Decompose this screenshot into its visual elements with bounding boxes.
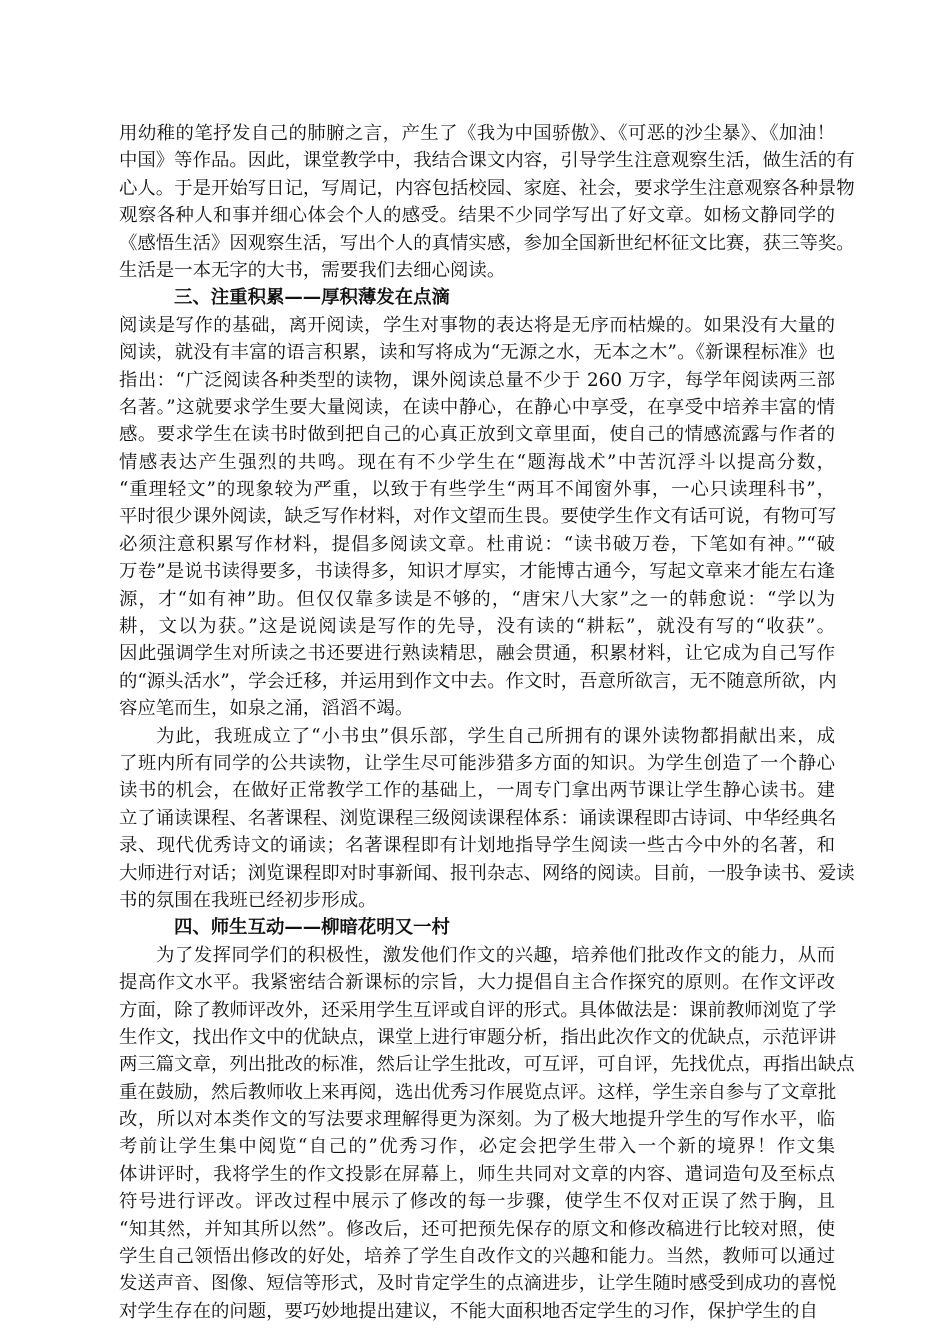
text-line: 书的氛围在我班已经初步形成。 [119,889,377,911]
body-paragraph [119,312,835,723]
text-line: 发送声音、图像、短信等形式，及时肯定学生的点滴进步，让学生随时感受到成功的喜悦 [119,1273,837,1295]
text-line: 观察各种人和事并细心体会个人的感受。结果不少同学写出了好文章。如杨文静同学的 [119,205,835,227]
text-line: 万卷”是说书读得要多，书读得多，知识才厚实，才能博古通今，写起文章来才能左右逢 [119,561,835,583]
text-line: 源，才“如有神”助。但仅仅靠多读是不够的，“唐宋八大家”之一的韩愈说：“学以为 [119,588,835,610]
text-line: 情感表达产生强烈的共鸣。现在有不少学生在“题海战术”中苦沉浮斗以提高分数， [119,451,835,473]
text-line: 平时很少课外阅读，缺乏写作材料，对作文望而生畏。要使学生作文有话可说，有物可写 [119,506,837,528]
text-line: 心人。于是开始写日记，写周记，内容包括校园、家庭、社会，要求学生注意观察各种景物 [119,177,855,199]
text-line: 符号进行评改。评改过程中展示了修改的每一步骤，使学生不仅对正误了然于胸，且 [119,1191,835,1213]
body-paragraph [119,723,855,915]
text-line: 立了诵读课程、名著课程、浏览课程三级阅读课程体系：诵读课程即古诗词、中华经典名 [119,807,837,829]
text-line: 提高作文水平。我紧密结合新课标的宗旨，大力提倡自主合作探究的原则。在作文评改 [119,972,835,994]
text-line: 耕，文以为获。”这是说阅读是写作的先导，没有读的“耕耘”，就没有写的“收获”。 [119,616,835,638]
text-line: 方面，除了教师评改外，还采用学生互评或自评的形式。具体做法是：课前教师浏览了学 [119,999,837,1021]
text-line: 的“源头活水”，学会迁移，并运用到作文中去。作文时，吾意所欲言，无不随意所欲，内 [119,670,837,692]
text-line: 中国》等作品。因此，课堂教学中，我结合课文内容，引导学生注意观察生活，做生活的有 [119,150,855,172]
text-line: 体讲评时，我将学生的作文投影在屏幕上，师生共同对文章的内容、遣词造句及至标点 [119,1163,835,1185]
text-line: 名著。”这就要求学生要大量阅读，在读中静心，在静心中享受，在享受中培养丰富的情 [119,396,835,418]
text-line: 为此，我班成立了“小书虫”俱乐部，学生自己所拥有的课外读物都捐献出来，成 [156,725,835,747]
text-line: 两三篇文章，列出批改的标准，然后让学生批改，可互评，可自评，先找优点，再指出缺点 [119,1054,855,1076]
text-line: 学生自己领悟出修改的好处，培养了学生自改作文的兴趣和能力。当然，教师可以通过 [119,1246,835,1268]
body-paragraph [119,942,855,1325]
body-paragraph [119,120,855,284]
text-line: 用幼稚的笔抒发自己的肺腑之言，产生了《我为中国骄傲》、《可恶的沙尘暴》、《加油！ [119,123,835,144]
text-line: 指出：“广泛阅读各种类型的读物，课外阅读总量不少于 260 万字，每学年阅读两三部 [119,369,835,391]
text-line: 改，所以对本类作文的写法要求理解得更为深刻。为了极大地提升学生的写作水平，临 [119,1109,835,1131]
text-line: 阅读是写作的基础，离开阅读，学生对事物的表达将是无序而枯燥的。如果没有大量的 [119,314,835,336]
text-line: 大师进行对话；浏览课程即对时事新闻、报刊杂志、网络的阅读。目前，一股争读书、爱读 [119,862,855,884]
text-line: 生活是一本无字的大书，需要我们去细心阅读。 [119,259,506,281]
text-line: 生作文，找出作文中的优缺点，课堂上进行审题分析，指出此次作文的优缺点，示范评讲 [119,1026,837,1048]
section-heading: 三、注重积累——厚积薄发在点滴 [174,287,450,309]
text-line: 为了发挥同学们的积极性，激发他们作文的兴趣，培养他们批改作文的能力，从而 [156,944,835,966]
document-body [119,120,855,1325]
text-line: 因此强调学生对所读之书还要进行熟读精思，融会贯通，积累材料，让它成为自己写作 [119,643,835,665]
text-line: “知其然，并知其所以然”。修改后，还可把预先保存的原文和修改稿进行比较对照，使 [119,1218,835,1240]
text-line: “重理轻文”的现象较为严重，以致于有些学生“两耳不闻窗外事，一心只读理科书”， [119,479,835,501]
text-line: 了班内所有同学的公共读物，让学生尽可能涉猎多方面的知识。为学生创造了一个静心 [119,752,835,774]
text-line: 感。要求学生在读书时做到把自己的心真正放到文章里面，使自己的情感流露与作者的 [119,424,835,446]
text-line: 对学生存在的问题，要巧妙地提出建议，不能大面积地否定学生的习作，保护学生的自 [119,1300,818,1322]
text-line: 录、现代优秀诗文的诵读；名著课程即有计划地指导学生阅读一些古今中外的名著，和 [119,835,835,857]
text-line: 重在鼓励，然后教师收上来再阅，选出优秀习作展览点评。这样，学生亲自参与了文章批 [119,1081,837,1103]
text-line: 读书的机会，在做好正常教学工作的基础上，一周专门拿出两节课让学生静心读书。建 [119,780,835,802]
text-line: 《感悟生活》因观察生活，写出个人的真情实感，参加全国新世纪杯征文比赛，获三等奖。 [119,232,855,254]
text-line: 考前让学生集中阅览“自己的”优秀习作，必定会把学生带入一个新的境界！作文集 [119,1136,835,1158]
section-heading: 四、师生互动——柳暗花明又一村 [174,917,450,939]
text-line: 必须注意积累写作材料，提倡多阅读文章。杜甫说：“读书破万卷，下笔如有神。”“破 [119,533,835,555]
text-line: 容应笔而生，如泉之涌，滔滔不竭。 [119,698,414,720]
text-line: 阅读，就没有丰富的语言积累，读和写将成为“无源之水，无本之木”。《新课程标准》也 [119,342,835,364]
